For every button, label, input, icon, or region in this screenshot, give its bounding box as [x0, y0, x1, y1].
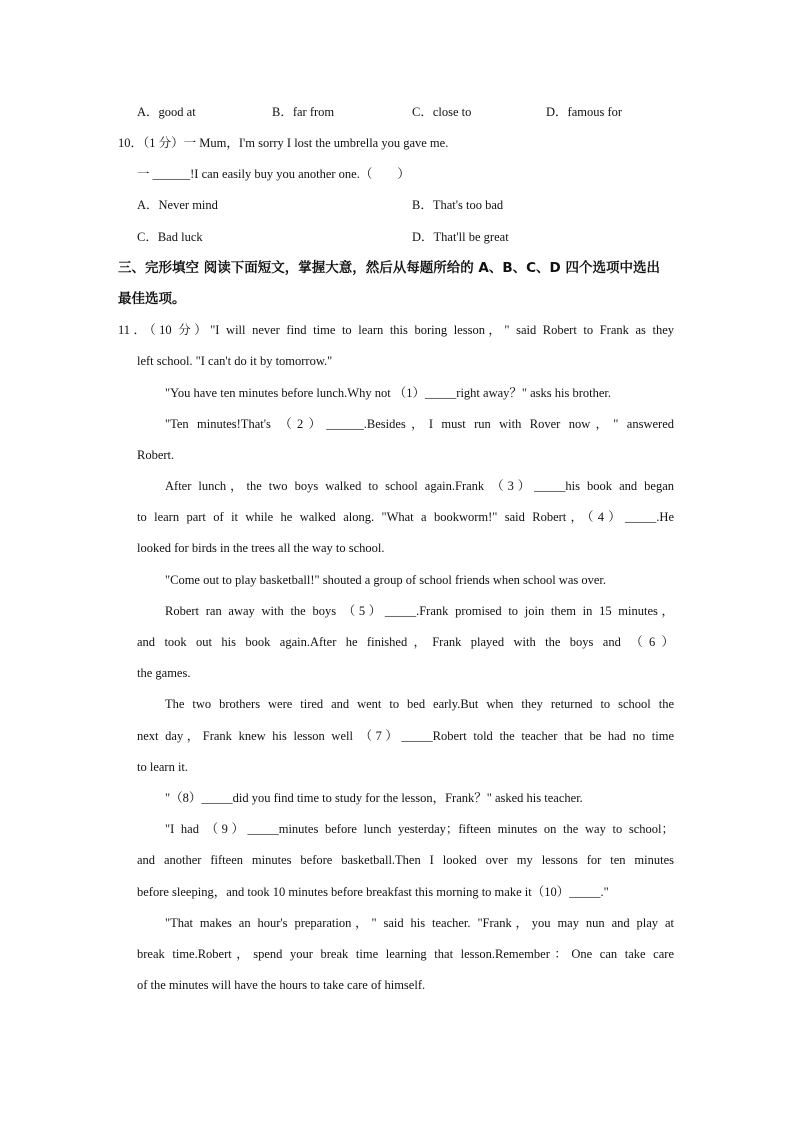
passage-line: before sleeping，and took 10 minutes before breakfast this morning to make it（10）_____."	[137, 885, 609, 899]
passage-line: The two brothers were tired and went to bed early.But when they returned to school the	[165, 697, 674, 711]
q10-option-c: C．Bad luck	[137, 230, 203, 244]
passage-line: to learn part of it while he walked along. "What a bookworm!" said Robert，（4）_____.He	[137, 510, 674, 524]
passage-line: break time.Robert，spend your break time learning that lesson.Remember：One can take care	[137, 947, 674, 961]
passage-line: Robert ran away with the boys （5）_____.Frank promised to join them in 15 minutes，	[165, 604, 674, 618]
passage-line: looked for birds in the trees all the way to school.	[137, 541, 385, 555]
passage-line: 11．（10 分）"I will never find time to learn this boring lesson，" said Robert to Frank as they	[118, 323, 674, 337]
passage-line: and another fifteen minutes before basketball.Then I looked over my lessons for ten minutes	[137, 853, 674, 867]
section-heading: 三、完形填空 阅读下面短文，掌握大意，然后从每题所给的 A、B、C、D 四个选项中选出	[118, 260, 660, 276]
q10-option-b: B．That's too bad	[412, 198, 504, 212]
q9-option-a: A．good at	[137, 105, 196, 119]
passage-line: "You have ten minutes before lunch.Why not （1）_____right away？" asks his brother.	[165, 386, 612, 400]
passage-line: "Come out to play basketball!" shouted a group of school friends when school was over.	[165, 573, 607, 587]
q9-option-d: D．famous for	[546, 105, 623, 119]
section-heading-cont: 最佳选项。	[118, 291, 186, 307]
passage-line: After lunch，the two boys walked to school again.Frank （3）_____his book and began	[165, 479, 674, 493]
q10-reply: 一 ______!I can easily buy you another one.（ ）	[137, 167, 410, 181]
passage-line: left school. "I can't do it by tomorrow."	[137, 354, 333, 368]
passage-line: Robert.	[137, 448, 175, 462]
q10-option-a: A．Never mind	[137, 198, 218, 212]
q9-option-c: C．close to	[412, 105, 472, 119]
passage-line: "Ten minutes!That's （2）______.Besides，I must run with Rover now，" answered	[165, 417, 674, 431]
q10-option-d: D．That'll be great	[412, 230, 509, 244]
passage-line: "I had （9）_____minutes before lunch yesterday；fifteen minutes on the way to school；	[165, 822, 674, 836]
passage-line: to learn it.	[137, 760, 189, 774]
passage-line: "That makes an hour's preparation，" said his teacher. "Frank，you may nun and play at	[165, 916, 674, 930]
passage-line: and took out his book again.After he finished，Frank played with the boys and （6）	[137, 635, 674, 649]
passage-line: next day，Frank knew his lesson well （7）_____Robert told the teacher that be had no time	[137, 729, 674, 743]
passage-line: the games.	[137, 666, 191, 680]
q9-option-b: B．far from	[272, 105, 335, 119]
passage-line: of the minutes will have the hours to take care of himself.	[137, 978, 426, 992]
q10-stem: 10．（1 分）一 Mum，I'm sorry I lost the umbrella you gave me.	[118, 136, 449, 150]
passage-line: "（8）_____did you find time to study for the lesson，Frank？" asked his teacher.	[165, 791, 583, 805]
